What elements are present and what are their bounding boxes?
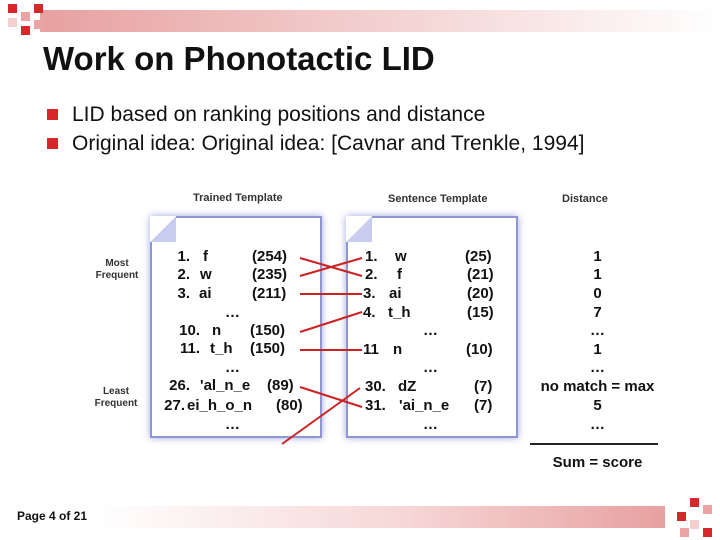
token: w — [200, 266, 212, 283]
ellipsis: … — [423, 416, 438, 433]
distance-value: … — [590, 416, 605, 433]
connector-line — [300, 312, 362, 332]
token: n — [212, 322, 222, 339]
token: w — [395, 248, 407, 265]
token: 'ai_n_e — [399, 397, 450, 414]
rank: 4. — [363, 304, 376, 321]
token: ei_h_o_n — [187, 397, 253, 414]
count: (25) — [465, 248, 492, 265]
ellipsis: … — [225, 359, 240, 376]
most-frequent-label: Most Frequent — [95, 258, 139, 281]
token: ai — [199, 285, 212, 302]
trained-template-header: Trained Template — [193, 192, 283, 204]
token: f — [203, 248, 208, 265]
bullet-text: LID based on ranking positions and distance — [72, 103, 486, 126]
rank: 2. — [177, 266, 190, 283]
rank: 2. — [365, 266, 378, 283]
token: f — [397, 266, 402, 283]
sum-score-label: Sum = score — [552, 454, 643, 471]
rank: 31. — [365, 397, 386, 414]
count: (21) — [467, 266, 494, 283]
rank: 3. — [177, 285, 190, 302]
rank: 11. — [179, 340, 200, 357]
distance-value: 1 — [593, 341, 602, 358]
count: (80) — [276, 397, 303, 414]
distance-value: 0 — [593, 285, 602, 302]
rank: 27. — [164, 397, 185, 414]
token: ai — [389, 285, 402, 302]
connector-line — [300, 387, 362, 407]
count: (20) — [467, 285, 494, 302]
ellipsis: … — [423, 322, 438, 339]
token: dZ — [398, 378, 417, 395]
rank: 26. — [169, 377, 190, 394]
count: (10) — [466, 341, 493, 358]
count: (254) — [252, 248, 288, 265]
rank: 3. — [363, 285, 376, 302]
count: (7) — [474, 397, 493, 414]
rank: 30. — [365, 378, 386, 395]
ellipsis: … — [225, 304, 240, 321]
count: (89) — [267, 377, 294, 394]
distance-value: 7 — [593, 304, 602, 321]
rank: 1. — [177, 248, 190, 265]
count: (150) — [250, 322, 286, 339]
rank: 10. — [179, 322, 200, 339]
ellipsis: … — [225, 416, 240, 433]
sentence-template-header: Sentence Template — [388, 193, 488, 205]
distance-value: … — [590, 359, 605, 376]
bullet-text: Original idea: Original idea: [Cavnar and Trenkle, 1994] — [72, 132, 585, 155]
slide-title: Work on Phonotactic LID — [43, 40, 435, 77]
count: (211) — [252, 285, 287, 302]
page-number: Page 4 of 21 — [17, 509, 88, 523]
token: t_h — [388, 304, 411, 321]
count: (7) — [474, 378, 493, 395]
count: (235) — [252, 266, 288, 283]
distance-header: Distance — [562, 193, 608, 205]
token: 'al_n_e — [200, 377, 251, 394]
count: (15) — [467, 304, 494, 321]
connector-line — [282, 388, 360, 444]
distance-value: 1 — [593, 266, 602, 283]
distance-value: no match = max — [540, 378, 655, 395]
ellipsis: … — [423, 359, 438, 376]
token: t_h — [210, 340, 233, 357]
count: (150) — [250, 340, 286, 357]
least-frequent-label: Least Frequent — [94, 386, 138, 409]
rank: 1. — [365, 248, 378, 265]
distance-value: 5 — [593, 397, 602, 414]
distance-value: 1 — [593, 248, 602, 265]
rank: 11 — [363, 341, 379, 358]
token: n — [393, 341, 403, 358]
distance-value: … — [590, 322, 605, 339]
